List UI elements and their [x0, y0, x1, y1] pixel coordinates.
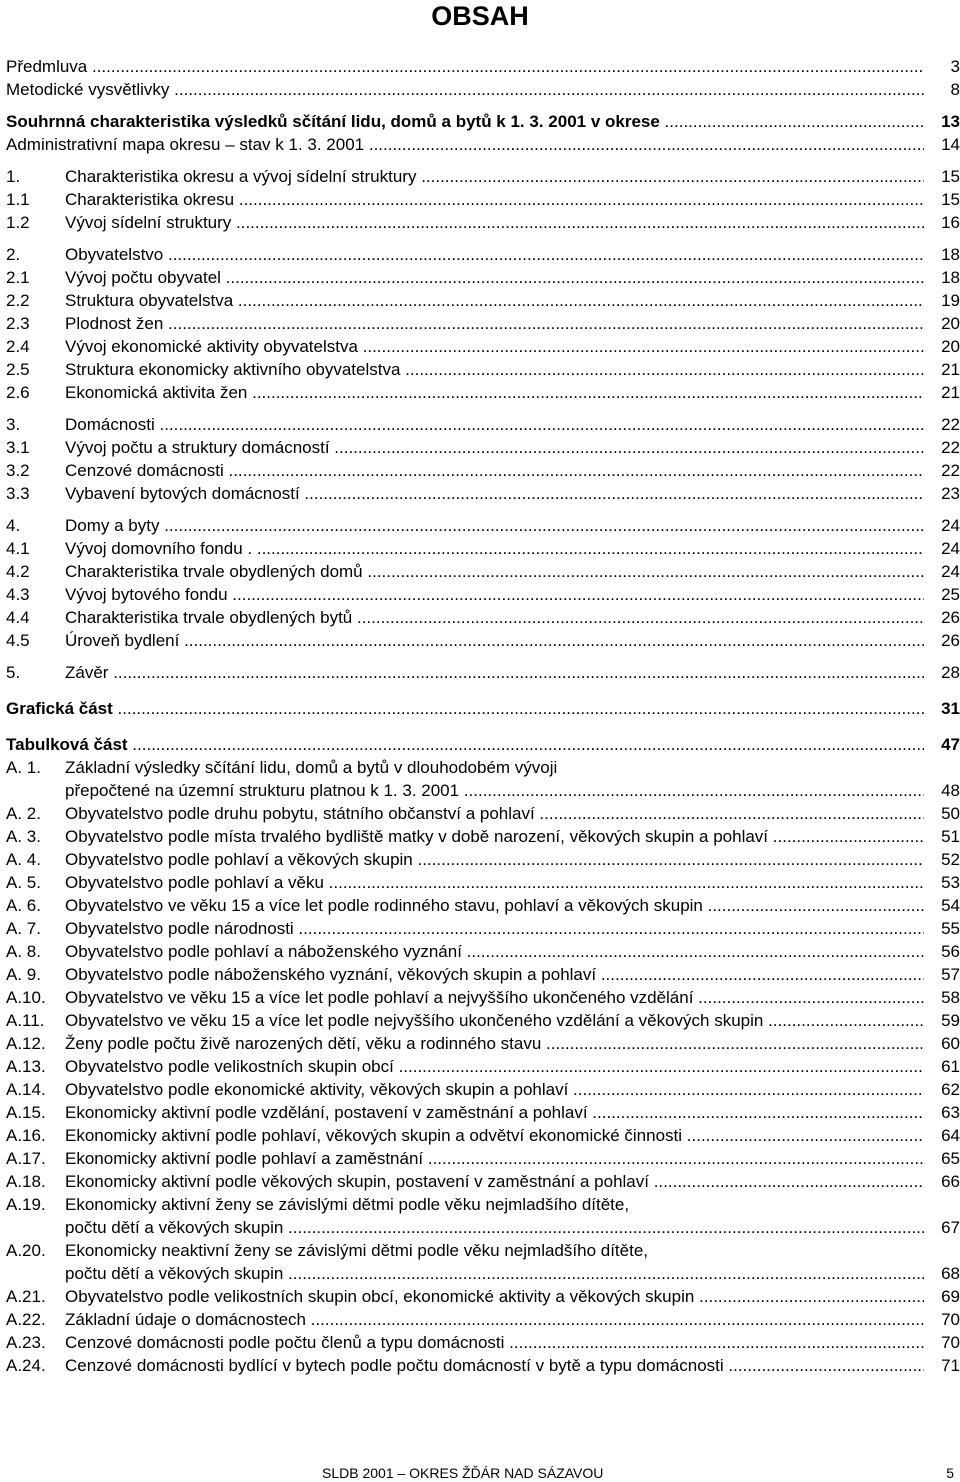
toc-entry[interactable] — [6, 1078, 960, 1101]
toc-entry-title: Metodické vysvětlivky — [6, 80, 170, 99]
toc-entry-text — [65, 243, 924, 266]
toc-entry-number: A.11. — [6, 1011, 45, 1030]
toc-entry-text — [6, 133, 924, 156]
toc-entry-title: Domy a byty — [65, 516, 160, 535]
toc-entry[interactable] — [6, 482, 960, 505]
toc-entry[interactable] — [6, 583, 960, 606]
toc-entry-text — [65, 211, 924, 234]
toc-entry-title: Obyvatelstvo podle národnosti — [65, 919, 294, 938]
toc-entry-text — [65, 537, 924, 560]
toc-entry-page: 48 — [941, 781, 960, 800]
toc-entry-title: Obyvatelstvo podle pohlaví a věkových skupin — [65, 850, 413, 869]
toc-entry-number: A.19. — [6, 1195, 46, 1214]
toc-entry-number: 3.2 — [6, 461, 30, 480]
toc-entry[interactable] — [6, 1239, 960, 1285]
toc-entry-title: Vývoj bytového fondu — [65, 585, 228, 604]
toc-entry-page: 14 — [941, 135, 960, 154]
toc-entry-title: Ekonomická aktivita žen — [65, 383, 248, 402]
toc-entry-text — [65, 335, 924, 358]
toc-entry-number: A.15. — [6, 1103, 46, 1122]
toc-entry-title: Charakteristika trvale obydlených bytů — [65, 608, 353, 627]
toc-entry-page: 15 — [941, 190, 960, 209]
toc-entry-page: 62 — [941, 1080, 960, 1099]
toc-entry-page: 56 — [941, 942, 960, 961]
toc-entry-title: Obyvatelstvo podle druhu pobytu, státního občanství a pohlaví — [65, 804, 535, 823]
toc-entry-text — [65, 756, 924, 802]
toc-entry-title: Cenzové domácnosti podle počtu členů a typu domácnosti — [65, 1333, 505, 1352]
toc-entry[interactable] — [6, 1331, 960, 1354]
toc-entry-page: 16 — [941, 213, 960, 232]
toc-entry-number: A.12. — [6, 1034, 46, 1053]
toc-entry[interactable] — [6, 243, 960, 266]
toc-entry-text — [65, 1308, 924, 1331]
toc-entry-title: Ekonomicky aktivní podle pohlaví, věkových skupin a odvětví ekonomické činnosti — [65, 1126, 683, 1145]
toc-entry[interactable] — [6, 211, 960, 234]
toc-entry-page: 19 — [941, 291, 960, 310]
toc-entry[interactable] — [6, 733, 960, 756]
toc-entry-title: Obyvatelstvo podle velikostních skupin obcí — [65, 1057, 394, 1076]
toc-entry-title: Předmluva — [6, 57, 88, 76]
toc-entry-page: 68 — [941, 1264, 960, 1283]
section-spacer — [6, 720, 960, 733]
toc-entry-page: 26 — [941, 631, 960, 650]
toc-entry-title: Struktura ekonomicky aktivního obyvatelstva — [65, 360, 401, 379]
toc-entry-text — [65, 661, 924, 684]
toc-entry-text — [65, 289, 924, 312]
toc-entry[interactable] — [6, 940, 960, 963]
toc-entry-number: A.17. — [6, 1149, 46, 1168]
toc-entry[interactable] — [6, 1147, 960, 1170]
section-spacer — [6, 404, 960, 413]
toc-entry[interactable] — [6, 78, 960, 101]
toc-entry-number: A.23. — [6, 1333, 46, 1352]
toc-entry-title: Charakteristika trvale obydlených domů — [65, 562, 363, 581]
toc-entry-title: Vybavení bytových domácností — [65, 484, 300, 503]
toc-entry-text — [6, 78, 924, 101]
toc-entry-text — [65, 940, 924, 963]
toc-entry[interactable] — [6, 661, 960, 684]
toc-entry-text — [65, 312, 924, 335]
toc-entry-title: Základní údaje o domácnostech — [65, 1310, 306, 1329]
toc-entry-text — [65, 358, 924, 381]
toc-entry-text — [65, 459, 924, 482]
toc-entry-title: Obyvatelstvo ve věku 15 a více let podle rodinného stavu, pohlaví a věkových skupin — [65, 896, 703, 915]
toc-entry[interactable] — [6, 1193, 960, 1239]
toc-entry-number: 1. — [6, 167, 21, 186]
toc-entry-page: 53 — [941, 873, 960, 892]
toc-entry-number: A.21. — [6, 1287, 46, 1306]
toc-entry-number: A.20. — [6, 1241, 46, 1260]
toc-entry[interactable] — [6, 986, 960, 1009]
toc-entry-text — [65, 1354, 924, 1377]
toc-entry-page: 58 — [941, 988, 960, 1007]
toc-entry-number: 2.3 — [6, 314, 30, 333]
toc-entry-number: A.13. — [6, 1057, 46, 1076]
toc-entry[interactable] — [6, 459, 960, 482]
toc-entry-number: 3.1 — [6, 438, 30, 457]
section-spacer — [6, 156, 960, 165]
toc-entry-page: 69 — [941, 1287, 960, 1306]
toc-entry-title-continued — [65, 779, 924, 802]
toc-entry-number: 5. — [6, 663, 21, 682]
toc-entry-text — [65, 1193, 924, 1239]
toc-entry-title: Obyvatelstvo podle velikostních skupin obcí, ekonomické aktivity a věkových skupin — [65, 1287, 695, 1306]
toc-entry-page: 57 — [941, 965, 960, 984]
toc-entry-title-continued — [65, 1216, 924, 1239]
toc-entry-page: 50 — [941, 804, 960, 823]
toc-entry-title: Vývoj sídelní struktury — [65, 213, 232, 232]
toc-entry-number: A. 1. — [6, 758, 41, 777]
toc-entry[interactable] — [6, 436, 960, 459]
toc-entry[interactable] — [6, 312, 960, 335]
toc-entry-title: Cenzové domácnosti — [65, 461, 224, 480]
toc-entry[interactable] — [6, 848, 960, 871]
toc-entry-number: 2.2 — [6, 291, 30, 310]
toc-entry-number: 2.6 — [6, 383, 30, 402]
toc-entry-page: 13 — [941, 112, 960, 131]
toc-entry-number: A. 9. — [6, 965, 41, 984]
toc-entry[interactable] — [6, 335, 960, 358]
toc-entry-text — [65, 560, 924, 583]
toc-entry-text — [6, 110, 924, 133]
toc-entry-page: 70 — [941, 1333, 960, 1352]
toc-entry-page: 25 — [941, 585, 960, 604]
toc-entry-number: 4.1 — [6, 539, 30, 558]
toc-entry-title: Vývoj ekonomické aktivity obyvatelstva — [65, 337, 358, 356]
toc-entry[interactable] — [6, 606, 960, 629]
toc-entry-text — [65, 1285, 924, 1308]
toc-entry-page: 54 — [941, 896, 960, 915]
toc-entry-page: 59 — [941, 1011, 960, 1030]
toc-entry-page: 47 — [941, 735, 960, 754]
toc-entry[interactable] — [6, 963, 960, 986]
toc-entry-number: A.14. — [6, 1080, 46, 1099]
toc-entry[interactable] — [6, 871, 960, 894]
toc-entry[interactable] — [6, 289, 960, 312]
toc-entry-page: 64 — [941, 1126, 960, 1145]
toc-entry-title: Ekonomicky aktivní podle věkových skupin, postavení v zaměstnání a pohlaví — [65, 1172, 649, 1191]
toc-entry-number: 4.2 — [6, 562, 30, 581]
toc-entry-page: 66 — [941, 1172, 960, 1191]
section-spacer — [6, 101, 960, 110]
toc-entry-page: 55 — [941, 919, 960, 938]
toc-entry[interactable] — [6, 1009, 960, 1032]
toc-entry-page: 3 — [950, 57, 960, 76]
toc-entry-text — [65, 629, 924, 652]
toc-entry-title: Tabulková část — [6, 735, 128, 754]
toc-entry-text — [65, 1009, 924, 1032]
toc-entry-page: 71 — [941, 1356, 960, 1375]
toc-entry[interactable] — [6, 110, 960, 133]
toc-entry-number: A. 7. — [6, 919, 41, 938]
toc-entry[interactable] — [6, 802, 960, 825]
toc-entry-page: 65 — [941, 1149, 960, 1168]
toc-entry-number: 1.2 — [6, 213, 30, 232]
toc-entry-text — [65, 413, 924, 436]
toc-entry-title: Obyvatelstvo podle místa trvalého bydliště matky v době narození, věkových skupin a pohlaví — [65, 827, 769, 846]
toc-entry-title: Vývoj počtu obyvatel — [65, 268, 221, 287]
toc-entry[interactable] — [6, 514, 960, 537]
toc-entry-text — [65, 1170, 924, 1193]
toc-entry-text — [65, 1055, 924, 1078]
toc-entry-page: 24 — [941, 539, 960, 558]
toc-entry-page: 22 — [941, 461, 960, 480]
toc-entry-title: Obyvatelstvo podle ekonomické aktivity, věkových skupin a pohlaví — [65, 1080, 569, 1099]
toc-entry-text — [65, 1239, 924, 1285]
toc-entry-page: 70 — [941, 1310, 960, 1329]
toc-entry-title: Obyvatelstvo podle pohlaví a věku — [65, 873, 324, 892]
toc-entry[interactable] — [6, 358, 960, 381]
toc-entry-text — [6, 697, 924, 720]
toc-entry-number: A.24. — [6, 1356, 46, 1375]
toc-entry-page: 52 — [941, 850, 960, 869]
toc-entry-number: 4.5 — [6, 631, 30, 650]
toc-entry-text — [65, 381, 924, 404]
toc-entry-title: Souhrnná charakteristika výsledků sčítání lidu, domů a bytů k 1. 3. 2001 v okrese — [6, 112, 660, 131]
toc-entry-text — [65, 825, 924, 848]
toc-entry-text — [6, 55, 924, 78]
toc-entry-number: A. 5. — [6, 873, 41, 892]
toc-entry-page: 28 — [941, 663, 960, 682]
toc-entry-title-line2: přepočtené na územní strukturu platnou k 1. 3. 2001 — [65, 781, 460, 800]
toc-entry[interactable] — [6, 917, 960, 940]
toc-entry-page: 24 — [941, 516, 960, 535]
toc-entry-page: 18 — [941, 245, 960, 264]
toc-entry-text — [65, 1331, 924, 1354]
toc-entry-text — [65, 1032, 924, 1055]
toc-entry-text — [65, 583, 924, 606]
section-spacer — [6, 652, 960, 661]
toc-entry-title: Závěr — [65, 663, 109, 682]
toc-entry-title: Úroveň bydlení — [65, 631, 180, 650]
toc-entry-number: 2. — [6, 245, 21, 264]
footer-title: SLDB 2001 – OKRES ŽĎÁR NAD SÁZAVOU — [322, 1465, 604, 1481]
toc-entry-number: 3.3 — [6, 484, 30, 503]
toc-entry[interactable] — [6, 825, 960, 848]
toc-entry-text — [6, 733, 924, 756]
toc-entry-number: A.16. — [6, 1126, 46, 1145]
toc-entry[interactable] — [6, 756, 960, 802]
toc-entry-page: 15 — [941, 167, 960, 186]
toc-entry-title: Základní výsledky sčítání lidu, domů a bytů v dlouhodobém vývoji — [65, 758, 558, 777]
toc-entry-title: Ekonomicky neaktivní ženy se závislými dětmi podle věku nejmladšího dítěte, — [65, 1241, 648, 1260]
toc-entry[interactable] — [6, 1354, 960, 1377]
toc-entry-title: Administrativní mapa okresu – stav k 1. 3. 2001 — [6, 135, 365, 154]
section-spacer — [6, 684, 960, 697]
toc-entry-page: 60 — [941, 1034, 960, 1053]
toc-entry[interactable] — [6, 1055, 960, 1078]
toc-entry-page: 63 — [941, 1103, 960, 1122]
toc-entry-page: 22 — [941, 415, 960, 434]
toc-entry[interactable] — [6, 894, 960, 917]
toc-entry[interactable] — [6, 629, 960, 652]
footer-page-number: 5 — [946, 1465, 954, 1481]
toc-entry-title: Ekonomicky aktivní ženy se závislými dětmi podle věku nejmladšího dítěte, — [65, 1195, 630, 1214]
toc-entry-page: 31 — [941, 699, 960, 718]
toc-entry-number: A. 4. — [6, 850, 41, 869]
toc-entry-text — [65, 436, 924, 459]
toc-entry-text — [65, 188, 924, 211]
toc-entry-page: 20 — [941, 337, 960, 356]
toc-entry-title: Ekonomicky aktivní podle vzdělání, postavení v zaměstnání a pohlaví — [65, 1103, 588, 1122]
toc-entry-number: 4.4 — [6, 608, 30, 627]
toc-entry-text — [65, 986, 924, 1009]
toc-entry-number: 1.1 — [6, 190, 30, 209]
toc-entry-title: Domácnosti — [65, 415, 155, 434]
toc-entry-page: 61 — [941, 1057, 960, 1076]
toc-entry-title: Cenzové domácnosti bydlící v bytech podle počtu domácností v bytě a typu domácnosti — [65, 1356, 724, 1375]
toc-entry-title: Obyvatelstvo ve věku 15 a více let podle pohlaví a nejvyššího ukončeného vzdělání — [65, 988, 694, 1007]
toc-entry-title: Ekonomicky aktivní podle pohlaví a zaměstnání — [65, 1149, 424, 1168]
toc-entry-number: 3. — [6, 415, 21, 434]
toc-entry-text — [65, 266, 924, 289]
toc-entry-number: A.18. — [6, 1172, 46, 1191]
toc-entry-page: 67 — [941, 1218, 960, 1237]
toc-entry[interactable] — [6, 697, 960, 720]
toc-entry-text — [65, 482, 924, 505]
toc-entry[interactable] — [6, 537, 960, 560]
toc-entry-text — [65, 165, 924, 188]
toc-entry-title: Charakteristika okresu a vývoj sídelní struktury — [65, 167, 417, 186]
page-title: OBSAH — [431, 1, 529, 31]
toc-entry-title: Vývoj domovního fondu . — [65, 539, 253, 558]
toc-entry-title: Struktura obyvatelstva — [65, 291, 234, 310]
toc-entry-page: 21 — [941, 383, 960, 402]
toc-entry-page: 8 — [950, 80, 960, 99]
toc-entry-title: Obyvatelstvo ve věku 15 a více let podle nejvyššího ukončeného vzdělání a věkových skupin — [65, 1011, 764, 1030]
toc-entry-number: 4.3 — [6, 585, 30, 604]
toc-entry-text — [65, 606, 924, 629]
toc-entry-text — [65, 802, 924, 825]
toc-entry[interactable] — [6, 560, 960, 583]
toc-entry-number: A.22. — [6, 1310, 46, 1329]
toc-entry[interactable] — [6, 1032, 960, 1055]
toc-entry-text — [65, 848, 924, 871]
toc-entry-title: Obyvatelstvo podle pohlaví a náboženského vyznání — [65, 942, 462, 961]
toc-entry-text — [65, 1124, 924, 1147]
toc-entry[interactable] — [6, 1285, 960, 1308]
toc-entry-text — [65, 894, 924, 917]
toc-entry-text — [65, 1147, 924, 1170]
toc-entry-page: 23 — [941, 484, 960, 503]
toc-entry-text — [65, 917, 924, 940]
toc-entry[interactable] — [6, 266, 960, 289]
toc-entry-number: A.10. — [6, 988, 46, 1007]
toc-entry-title: Grafická část — [6, 699, 113, 718]
toc-entry-text — [65, 963, 924, 986]
toc-entry-title: Obyvatelstvo podle náboženského vyznání, věkových skupin a pohlaví — [65, 965, 597, 984]
toc-entry-number: 2.4 — [6, 337, 30, 356]
toc-entry[interactable] — [6, 55, 960, 78]
toc-entry-text — [65, 1101, 924, 1124]
toc-entry-page: 24 — [941, 562, 960, 581]
toc-entry-number: A. 8. — [6, 942, 41, 961]
toc-entry-number: 2.1 — [6, 268, 30, 287]
toc-entry-page: 18 — [941, 268, 960, 287]
toc-entry-title-line2: počtu dětí a věkových skupin — [65, 1218, 284, 1237]
toc-entry[interactable] — [6, 413, 960, 436]
toc-entry-text — [65, 871, 924, 894]
toc-entry-text — [65, 1078, 924, 1101]
toc-entry-page: 26 — [941, 608, 960, 627]
section-spacer — [6, 505, 960, 514]
toc-entry-title: Vývoj počtu a struktury domácností — [65, 438, 330, 457]
toc-entry-number: A. 6. — [6, 896, 41, 915]
toc-entry[interactable] — [6, 188, 960, 211]
toc-entry-title: Obyvatelstvo — [65, 245, 164, 264]
toc-entry[interactable] — [6, 1101, 960, 1124]
section-spacer — [6, 234, 960, 243]
toc-entry[interactable] — [6, 133, 960, 156]
toc-entry[interactable] — [6, 165, 960, 188]
toc-entry-number: 4. — [6, 516, 21, 535]
toc-entry-title: Ženy podle počtu živě narozených dětí, věku a rodinného stavu — [65, 1034, 542, 1053]
toc-entry[interactable] — [6, 1308, 960, 1331]
toc-entry-title-continued — [65, 1262, 924, 1285]
toc-entry[interactable] — [6, 381, 960, 404]
toc-entry-page: 51 — [941, 827, 960, 846]
toc-entry-number: 2.5 — [6, 360, 30, 379]
toc-entry-title: Charakteristika okresu — [65, 190, 235, 209]
toc-entry-page: 22 — [941, 438, 960, 457]
toc-entry-title: Plodnost žen — [65, 314, 164, 333]
toc-entry-page: 20 — [941, 314, 960, 333]
toc-entry-page: 21 — [941, 360, 960, 379]
table-of-contents — [6, 55, 960, 1377]
toc-entry-text — [65, 514, 924, 537]
toc-entry-number: A. 2. — [6, 804, 41, 823]
toc-entry[interactable] — [6, 1170, 960, 1193]
toc-entry[interactable] — [6, 1124, 960, 1147]
toc-entry-number: A. 3. — [6, 827, 41, 846]
toc-entry-title-line2: počtu dětí a věkových skupin — [65, 1264, 284, 1283]
